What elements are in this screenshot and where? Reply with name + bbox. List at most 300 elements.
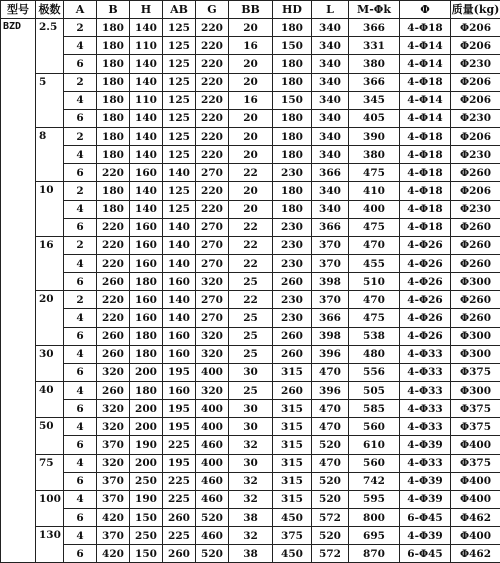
table-cell: 160 xyxy=(130,291,163,309)
table-cell: 340 xyxy=(312,146,349,164)
table-row xyxy=(1,418,500,436)
table-cell: 200 xyxy=(130,418,163,436)
table-row xyxy=(1,436,500,454)
table-cell: 4-Φ14 xyxy=(400,55,451,73)
column-header: H xyxy=(130,1,163,19)
table-cell: 160 xyxy=(130,254,163,272)
table-cell: 6-Φ45 xyxy=(400,508,451,526)
power-cell: 16 xyxy=(36,236,64,290)
table-cell: 32 xyxy=(229,472,273,490)
table-cell: 125 xyxy=(163,73,196,91)
table-cell: 6 xyxy=(64,55,97,73)
table-cell: 160 xyxy=(130,218,163,236)
table-cell: 4 xyxy=(64,309,97,327)
table-cell: 396 xyxy=(312,345,349,363)
table-row xyxy=(1,381,500,399)
table-cell: 4 xyxy=(64,345,97,363)
table-cell: 180 xyxy=(273,73,312,91)
table-cell: 400 xyxy=(196,418,229,436)
table-cell: 520 xyxy=(312,436,349,454)
table-cell: 520 xyxy=(312,490,349,508)
column-header: A xyxy=(64,1,97,19)
table-cell: 4-Φ18 xyxy=(400,182,451,200)
power-cell: 5 xyxy=(36,73,64,127)
table-cell: 320 xyxy=(97,400,130,418)
table-cell: 270 xyxy=(196,236,229,254)
table-cell: 450 xyxy=(273,545,312,563)
table-cell: 4 xyxy=(64,454,97,472)
table-cell: 800 xyxy=(349,508,400,526)
table-row xyxy=(1,254,500,272)
table-row xyxy=(1,200,500,218)
table-cell: 420 xyxy=(97,508,130,526)
table-cell: 25 xyxy=(229,309,273,327)
table-cell: 180 xyxy=(273,146,312,164)
table-cell: 140 xyxy=(130,200,163,218)
table-cell: 225 xyxy=(163,436,196,454)
table-cell: 180 xyxy=(97,37,130,55)
table-cell: 4-Φ26 xyxy=(400,291,451,309)
table-cell: 4-Φ18 xyxy=(400,218,451,236)
table-cell: 32 xyxy=(229,527,273,545)
table-cell: 520 xyxy=(196,545,229,563)
table-row xyxy=(1,327,500,345)
table-cell: 6 xyxy=(64,327,97,345)
column-header: HD xyxy=(273,1,312,19)
table-cell: 190 xyxy=(130,490,163,508)
table-cell: 4-Φ18 xyxy=(400,73,451,91)
table-cell: 180 xyxy=(273,127,312,145)
table-cell: Φ260 xyxy=(451,309,500,327)
table-cell: 340 xyxy=(312,109,349,127)
table-cell: 38 xyxy=(229,508,273,526)
table-cell: 160 xyxy=(163,327,196,345)
table-cell: Φ400 xyxy=(451,436,500,454)
table-cell: 520 xyxy=(312,472,349,490)
table-cell: 260 xyxy=(163,545,196,563)
table-row xyxy=(1,91,500,109)
table-cell: 520 xyxy=(196,508,229,526)
table-row xyxy=(1,400,500,418)
power-cell: 2.5 xyxy=(36,19,64,73)
table-cell: 572 xyxy=(312,508,349,526)
table-cell: 160 xyxy=(163,381,196,399)
power-cell: 8 xyxy=(36,127,64,181)
table-cell: 270 xyxy=(196,254,229,272)
table-cell: 160 xyxy=(130,164,163,182)
table-cell: 366 xyxy=(312,218,349,236)
table-cell: 260 xyxy=(97,273,130,291)
table-cell: 220 xyxy=(196,109,229,127)
table-cell: 450 xyxy=(273,508,312,526)
table-cell: Φ230 xyxy=(451,55,500,73)
table-cell: 4-Φ18 xyxy=(400,146,451,164)
table-row xyxy=(1,508,500,526)
table-row xyxy=(1,146,500,164)
table-cell: Φ260 xyxy=(451,218,500,236)
power-cell: 30 xyxy=(36,345,64,381)
table-row xyxy=(1,309,500,327)
table-cell: Φ462 xyxy=(451,545,500,563)
table-cell: 2 xyxy=(64,182,97,200)
table-cell: 370 xyxy=(312,236,349,254)
model-cell: BZD xyxy=(1,19,36,563)
table-row xyxy=(1,218,500,236)
table-cell: 315 xyxy=(273,400,312,418)
table-cell: 4 xyxy=(64,91,97,109)
table-cell: 230 xyxy=(273,254,312,272)
table-cell: 366 xyxy=(349,73,400,91)
table-body xyxy=(1,19,500,563)
table-cell: 6 xyxy=(64,273,97,291)
table-cell: 400 xyxy=(196,454,229,472)
table-row xyxy=(1,527,500,545)
table-cell: 6 xyxy=(64,436,97,454)
table-cell: 460 xyxy=(196,490,229,508)
table-cell: 4-Φ18 xyxy=(400,164,451,182)
table-cell: 140 xyxy=(163,309,196,327)
power-cell: 100 xyxy=(36,490,64,526)
table-cell: 380 xyxy=(349,55,400,73)
table-cell: 320 xyxy=(196,345,229,363)
table-cell: 6 xyxy=(64,363,97,381)
table-cell: 460 xyxy=(196,436,229,454)
table-cell: 4-Φ33 xyxy=(400,363,451,381)
table-cell: 315 xyxy=(273,454,312,472)
table-cell: 110 xyxy=(130,37,163,55)
table-cell: Φ400 xyxy=(451,472,500,490)
table-cell: 4 xyxy=(64,200,97,218)
table-row xyxy=(1,454,500,472)
table-cell: 160 xyxy=(130,309,163,327)
table-cell: 25 xyxy=(229,345,273,363)
table-cell: 140 xyxy=(163,236,196,254)
table-cell: 4-Φ26 xyxy=(400,236,451,254)
table-row xyxy=(1,545,500,563)
column-header: M-Φk xyxy=(349,1,400,19)
table-cell: Φ206 xyxy=(451,182,500,200)
table-cell: 470 xyxy=(312,418,349,436)
table-row xyxy=(1,19,500,37)
table-cell: 180 xyxy=(97,127,130,145)
table-cell: 220 xyxy=(97,291,130,309)
table-cell: 2 xyxy=(64,127,97,145)
table-cell: 140 xyxy=(163,254,196,272)
table-cell: 230 xyxy=(273,236,312,254)
table-cell: 400 xyxy=(349,200,400,218)
table-cell: 20 xyxy=(229,19,273,37)
table-cell: 4-Φ33 xyxy=(400,418,451,436)
table-cell: Φ206 xyxy=(451,37,500,55)
table-cell: 220 xyxy=(196,37,229,55)
table-cell: Φ300 xyxy=(451,327,500,345)
table-cell: 370 xyxy=(97,527,130,545)
column-header: 质量(kg) xyxy=(451,1,500,19)
table-cell: 370 xyxy=(97,436,130,454)
table-cell: 470 xyxy=(312,363,349,381)
table-cell: 4-Φ33 xyxy=(400,345,451,363)
table-cell: 400 xyxy=(196,400,229,418)
table-cell: 200 xyxy=(130,363,163,381)
table-cell: 220 xyxy=(196,182,229,200)
power-cell: 50 xyxy=(36,418,64,454)
table-cell: 6-Φ45 xyxy=(400,545,451,563)
table-cell: 6 xyxy=(64,109,97,127)
table-cell: 180 xyxy=(97,73,130,91)
power-cell: 130 xyxy=(36,527,64,563)
table-cell: 572 xyxy=(312,545,349,563)
table-cell: 180 xyxy=(97,91,130,109)
table-row xyxy=(1,182,500,200)
table-cell: 320 xyxy=(97,454,130,472)
table-row xyxy=(1,273,500,291)
table-cell: Φ260 xyxy=(451,164,500,182)
table-cell: 470 xyxy=(312,400,349,418)
table-cell: 150 xyxy=(273,91,312,109)
table-cell: 560 xyxy=(349,454,400,472)
table-cell: Φ230 xyxy=(451,146,500,164)
table-cell: 595 xyxy=(349,490,400,508)
table-row xyxy=(1,490,500,508)
table-cell: 400 xyxy=(196,363,229,381)
table-cell: Φ260 xyxy=(451,254,500,272)
table-cell: 2 xyxy=(64,73,97,91)
table-cell: 230 xyxy=(273,164,312,182)
column-header: G xyxy=(196,1,229,19)
table-row xyxy=(1,55,500,73)
table-cell: 30 xyxy=(229,454,273,472)
table-cell: 250 xyxy=(130,527,163,545)
table-cell: 270 xyxy=(196,291,229,309)
table-cell: 260 xyxy=(97,327,130,345)
table-cell: 4-Φ33 xyxy=(400,454,451,472)
table-cell: 538 xyxy=(349,327,400,345)
table-cell: 220 xyxy=(196,73,229,91)
table-cell: 200 xyxy=(130,400,163,418)
table-cell: 375 xyxy=(273,527,312,545)
table-cell: 180 xyxy=(130,381,163,399)
table-cell: 4-Φ14 xyxy=(400,37,451,55)
table-cell: 331 xyxy=(349,37,400,55)
table-cell: 20 xyxy=(229,55,273,73)
table-cell: 140 xyxy=(163,164,196,182)
table-cell: 560 xyxy=(349,418,400,436)
table-cell: Φ206 xyxy=(451,91,500,109)
table-cell: 220 xyxy=(196,127,229,145)
table-cell: 4-Φ33 xyxy=(400,400,451,418)
table-cell: 260 xyxy=(97,345,130,363)
table-cell: 110 xyxy=(130,91,163,109)
table-cell: 22 xyxy=(229,218,273,236)
table-cell: 505 xyxy=(349,381,400,399)
table-cell: 470 xyxy=(312,454,349,472)
table-cell: 4 xyxy=(64,37,97,55)
table-cell: 140 xyxy=(130,109,163,127)
table-cell: 220 xyxy=(97,218,130,236)
table-cell: 140 xyxy=(163,218,196,236)
table-cell: 25 xyxy=(229,381,273,399)
table-cell: 340 xyxy=(312,37,349,55)
table-cell: 270 xyxy=(196,309,229,327)
table-cell: 140 xyxy=(130,182,163,200)
table-cell: 270 xyxy=(196,164,229,182)
table-cell: 585 xyxy=(349,400,400,418)
table-cell: Φ375 xyxy=(451,454,500,472)
table-cell: Φ206 xyxy=(451,127,500,145)
table-cell: Φ300 xyxy=(451,345,500,363)
table-cell: 340 xyxy=(312,55,349,73)
table-cell: 260 xyxy=(97,381,130,399)
column-header: L xyxy=(312,1,349,19)
table-cell: 6 xyxy=(64,400,97,418)
table-cell: 320 xyxy=(97,363,130,381)
table-cell: 230 xyxy=(273,218,312,236)
table-row xyxy=(1,291,500,309)
table-cell: 230 xyxy=(273,309,312,327)
table-cell: 32 xyxy=(229,436,273,454)
table-cell: 125 xyxy=(163,37,196,55)
table-cell: 870 xyxy=(349,545,400,563)
table-cell: 315 xyxy=(273,363,312,381)
table-cell: 20 xyxy=(229,109,273,127)
header-row xyxy=(1,1,500,19)
table-cell: 270 xyxy=(196,218,229,236)
table-cell: 220 xyxy=(196,19,229,37)
table-cell: 380 xyxy=(349,146,400,164)
table-cell: 22 xyxy=(229,236,273,254)
table-cell: 150 xyxy=(130,545,163,563)
table-cell: 475 xyxy=(349,164,400,182)
table-cell: 370 xyxy=(97,490,130,508)
table-cell: 20 xyxy=(229,73,273,91)
table-cell: 742 xyxy=(349,472,400,490)
table-cell: Φ462 xyxy=(451,508,500,526)
table-cell: 16 xyxy=(229,37,273,55)
table-row xyxy=(1,73,500,91)
table-cell: Φ400 xyxy=(451,490,500,508)
table-cell: 4-Φ33 xyxy=(400,381,451,399)
table-cell: 2 xyxy=(64,236,97,254)
table-cell: 20 xyxy=(229,182,273,200)
table-cell: 4-Φ26 xyxy=(400,327,451,345)
power-cell: 40 xyxy=(36,381,64,417)
power-cell: 75 xyxy=(36,454,64,490)
column-header: B xyxy=(97,1,130,19)
table-cell: 315 xyxy=(273,418,312,436)
table-cell: 180 xyxy=(97,109,130,127)
table-cell: 475 xyxy=(349,309,400,327)
table-row xyxy=(1,164,500,182)
table-cell: 4 xyxy=(64,381,97,399)
table-cell: 4-Φ39 xyxy=(400,436,451,454)
table-row xyxy=(1,37,500,55)
column-header: AB xyxy=(163,1,196,19)
table-cell: 125 xyxy=(163,127,196,145)
table-cell: 140 xyxy=(163,291,196,309)
table-cell: 366 xyxy=(349,19,400,37)
table-cell: 195 xyxy=(163,400,196,418)
table-cell: 125 xyxy=(163,55,196,73)
table-cell: 180 xyxy=(273,19,312,37)
table-cell: Φ206 xyxy=(451,73,500,91)
table-cell: 320 xyxy=(196,381,229,399)
table-cell: 195 xyxy=(163,454,196,472)
table-cell: 260 xyxy=(273,273,312,291)
table-cell: 195 xyxy=(163,418,196,436)
table-cell: 4-Φ26 xyxy=(400,309,451,327)
table-cell: 20 xyxy=(229,146,273,164)
table-cell: 460 xyxy=(196,527,229,545)
table-cell: 695 xyxy=(349,527,400,545)
table-row xyxy=(1,236,500,254)
table-cell: 475 xyxy=(349,218,400,236)
table-cell: 4 xyxy=(64,490,97,508)
table-cell: 140 xyxy=(130,127,163,145)
table-cell: 6 xyxy=(64,164,97,182)
table-cell: 140 xyxy=(130,55,163,73)
table-cell: 315 xyxy=(273,436,312,454)
table-cell: 38 xyxy=(229,545,273,563)
table-cell: 520 xyxy=(312,527,349,545)
table-cell: 220 xyxy=(196,55,229,73)
table-cell: 470 xyxy=(349,236,400,254)
table-cell: 398 xyxy=(312,273,349,291)
table-cell: 366 xyxy=(312,309,349,327)
table-cell: 320 xyxy=(97,418,130,436)
table-cell: 140 xyxy=(130,146,163,164)
power-cell: 10 xyxy=(36,182,64,236)
table-cell: 180 xyxy=(97,146,130,164)
table-cell: 22 xyxy=(229,291,273,309)
table-cell: Φ230 xyxy=(451,109,500,127)
table-cell: 2 xyxy=(64,19,97,37)
table-cell: 180 xyxy=(273,182,312,200)
table-cell: 260 xyxy=(273,327,312,345)
table-cell: 220 xyxy=(97,236,130,254)
table-cell: 315 xyxy=(273,490,312,508)
table-cell: 225 xyxy=(163,527,196,545)
column-header: 极数 xyxy=(36,1,64,19)
table-cell: 180 xyxy=(97,200,130,218)
table-cell: 20 xyxy=(229,200,273,218)
table-cell: 320 xyxy=(196,327,229,345)
table-cell: 4-Φ18 xyxy=(400,19,451,37)
table-cell: Φ260 xyxy=(451,236,500,254)
table-cell: 4 xyxy=(64,527,97,545)
table-cell: Φ230 xyxy=(451,200,500,218)
table-cell: 140 xyxy=(130,73,163,91)
table-cell: 4-Φ18 xyxy=(400,200,451,218)
table-cell: 180 xyxy=(130,345,163,363)
table-cell: Φ400 xyxy=(451,527,500,545)
table-cell: 398 xyxy=(312,327,349,345)
table-cell: 25 xyxy=(229,273,273,291)
table-cell: 370 xyxy=(312,291,349,309)
table-cell: 470 xyxy=(349,291,400,309)
table-row xyxy=(1,127,500,145)
table-cell: Φ300 xyxy=(451,273,500,291)
table-cell: 340 xyxy=(312,19,349,37)
table-cell: 340 xyxy=(312,73,349,91)
table-cell: 370 xyxy=(312,254,349,272)
table-cell: 340 xyxy=(312,127,349,145)
table-cell: 345 xyxy=(349,91,400,109)
table-cell: 4 xyxy=(64,418,97,436)
table-cell: Φ206 xyxy=(451,19,500,37)
table-cell: Φ260 xyxy=(451,291,500,309)
table-cell: 125 xyxy=(163,91,196,109)
table-cell: 220 xyxy=(196,91,229,109)
